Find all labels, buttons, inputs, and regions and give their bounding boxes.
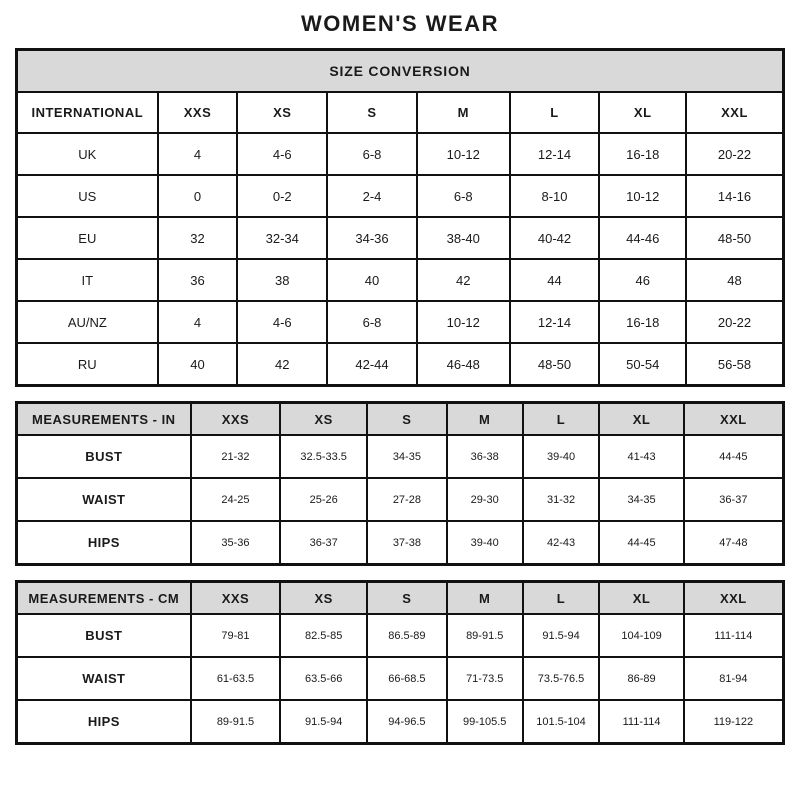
table-row-us bbox=[17, 175, 784, 217]
value-cell: 37-38 bbox=[367, 521, 447, 565]
value-cell: 91.5-94 bbox=[523, 614, 600, 657]
value-cell: 47-48 bbox=[684, 521, 784, 565]
size-conversion-table bbox=[15, 48, 785, 387]
value-cell: 89-91.5 bbox=[191, 700, 281, 744]
row-label-cell: US bbox=[17, 175, 158, 217]
value-cell: 36-37 bbox=[280, 521, 367, 565]
table-row-hips-cm bbox=[17, 700, 784, 744]
value-cell: 32-34 bbox=[237, 217, 327, 259]
column-header-cell: S bbox=[367, 582, 447, 615]
table-row-waist-cm bbox=[17, 657, 784, 700]
table-title-row bbox=[17, 50, 784, 93]
value-cell: 32.5-33.5 bbox=[280, 435, 367, 478]
value-cell: 48-50 bbox=[686, 217, 783, 259]
row-label-cell: HIPS bbox=[17, 521, 191, 565]
column-header-cell: M bbox=[447, 403, 523, 436]
value-cell: 35-36 bbox=[191, 521, 281, 565]
value-cell: 6-8 bbox=[417, 175, 510, 217]
value-cell: 111-114 bbox=[684, 614, 784, 657]
value-cell: 24-25 bbox=[191, 478, 281, 521]
table-title-cell: MEASUREMENTS - CM bbox=[17, 582, 191, 615]
value-cell: 16-18 bbox=[599, 301, 686, 343]
value-cell: 34-36 bbox=[327, 217, 417, 259]
column-header-cell: XXS bbox=[158, 92, 238, 133]
value-cell: 14-16 bbox=[686, 175, 783, 217]
value-cell: 56-58 bbox=[686, 343, 783, 386]
value-cell: 44-45 bbox=[684, 435, 784, 478]
value-cell: 42 bbox=[237, 343, 327, 386]
column-header-cell: S bbox=[327, 92, 417, 133]
value-cell: 29-30 bbox=[447, 478, 523, 521]
value-cell: 86-89 bbox=[599, 657, 683, 700]
table-row-bust-cm bbox=[17, 614, 784, 657]
value-cell: 38 bbox=[237, 259, 327, 301]
column-header-cell: XS bbox=[280, 582, 367, 615]
value-cell: 10-12 bbox=[599, 175, 686, 217]
row-label-cell: IT bbox=[17, 259, 158, 301]
value-cell: 111-114 bbox=[599, 700, 683, 744]
column-header-cell: L bbox=[523, 403, 600, 436]
value-cell: 10-12 bbox=[417, 133, 510, 175]
table-title-cell: MEASUREMENTS - IN bbox=[17, 403, 191, 436]
table-row-waist-in bbox=[17, 478, 784, 521]
value-cell: 38-40 bbox=[417, 217, 510, 259]
value-cell: 21-32 bbox=[191, 435, 281, 478]
value-cell: 94-96.5 bbox=[367, 700, 447, 744]
value-cell: 4-6 bbox=[237, 133, 327, 175]
value-cell: 86.5-89 bbox=[367, 614, 447, 657]
value-cell: 36-38 bbox=[447, 435, 523, 478]
value-cell: 4-6 bbox=[237, 301, 327, 343]
table-row-ru bbox=[17, 343, 784, 386]
value-cell: 44 bbox=[510, 259, 600, 301]
value-cell: 6-8 bbox=[327, 301, 417, 343]
value-cell: 66-68.5 bbox=[367, 657, 447, 700]
table-row-uk bbox=[17, 133, 784, 175]
value-cell: 42-44 bbox=[327, 343, 417, 386]
measurements-cm-table bbox=[15, 580, 785, 745]
value-cell: 42-43 bbox=[523, 521, 600, 565]
column-header-cell: M bbox=[417, 92, 510, 133]
column-header-row bbox=[17, 92, 784, 133]
value-cell: 8-10 bbox=[510, 175, 600, 217]
value-cell: 4 bbox=[158, 301, 238, 343]
value-cell: 82.5-85 bbox=[280, 614, 367, 657]
value-cell: 12-14 bbox=[510, 133, 600, 175]
column-header-row bbox=[17, 582, 784, 615]
page-title: WOMEN'S WEAR bbox=[301, 11, 499, 36]
value-cell: 31-32 bbox=[523, 478, 600, 521]
row-label-cell: HIPS bbox=[17, 700, 191, 744]
value-cell: 89-91.5 bbox=[447, 614, 523, 657]
column-header-cell: S bbox=[367, 403, 447, 436]
value-cell: 42 bbox=[417, 259, 510, 301]
row-label-cell: BUST bbox=[17, 435, 191, 478]
row-label-cell: BUST bbox=[17, 614, 191, 657]
column-header-cell: L bbox=[510, 92, 600, 133]
value-cell: 34-35 bbox=[367, 435, 447, 478]
value-cell: 20-22 bbox=[686, 133, 783, 175]
value-cell: 4 bbox=[158, 133, 238, 175]
value-cell: 46-48 bbox=[417, 343, 510, 386]
value-cell: 16-18 bbox=[599, 133, 686, 175]
value-cell: 27-28 bbox=[367, 478, 447, 521]
column-header-cell: L bbox=[523, 582, 600, 615]
value-cell: 99-105.5 bbox=[447, 700, 523, 744]
value-cell: 91.5-94 bbox=[280, 700, 367, 744]
table-row-aunz bbox=[17, 301, 784, 343]
column-header-cell: XS bbox=[237, 92, 327, 133]
value-cell: 25-26 bbox=[280, 478, 367, 521]
value-cell: 36-37 bbox=[684, 478, 784, 521]
value-cell: 34-35 bbox=[599, 478, 683, 521]
value-cell: 46 bbox=[599, 259, 686, 301]
column-header-cell: XL bbox=[599, 403, 683, 436]
column-header-cell: XXS bbox=[191, 403, 281, 436]
value-cell: 36 bbox=[158, 259, 238, 301]
row-label-cell: WAIST bbox=[17, 657, 191, 700]
measurements-in-table bbox=[15, 401, 785, 566]
value-cell: 81-94 bbox=[684, 657, 784, 700]
row-label-cell: EU bbox=[17, 217, 158, 259]
row-label-cell: WAIST bbox=[17, 478, 191, 521]
value-cell: 6-8 bbox=[327, 133, 417, 175]
value-cell: 50-54 bbox=[599, 343, 686, 386]
value-cell: 48 bbox=[686, 259, 783, 301]
value-cell: 12-14 bbox=[510, 301, 600, 343]
value-cell: 0 bbox=[158, 175, 238, 217]
value-cell: 101.5-104 bbox=[523, 700, 600, 744]
column-header-cell: XL bbox=[599, 92, 686, 133]
column-header-cell: XXL bbox=[684, 582, 784, 615]
value-cell: 44-46 bbox=[599, 217, 686, 259]
column-header-cell: XXL bbox=[684, 403, 784, 436]
row-label-cell: AU/NZ bbox=[17, 301, 158, 343]
table-row-eu bbox=[17, 217, 784, 259]
value-cell: 40 bbox=[327, 259, 417, 301]
table-row-it bbox=[17, 259, 784, 301]
table-row-bust-in bbox=[17, 435, 784, 478]
table-title-cell: SIZE CONVERSION bbox=[17, 50, 784, 93]
value-cell: 73.5-76.5 bbox=[523, 657, 600, 700]
value-cell: 119-122 bbox=[684, 700, 784, 744]
value-cell: 71-73.5 bbox=[447, 657, 523, 700]
value-cell: 20-22 bbox=[686, 301, 783, 343]
value-cell: 0-2 bbox=[237, 175, 327, 217]
value-cell: 39-40 bbox=[447, 521, 523, 565]
column-header-cell: XXL bbox=[686, 92, 783, 133]
value-cell: 40-42 bbox=[510, 217, 600, 259]
row-label-cell: UK bbox=[17, 133, 158, 175]
column-header-row bbox=[17, 403, 784, 436]
value-cell: 48-50 bbox=[510, 343, 600, 386]
value-cell: 40 bbox=[158, 343, 238, 386]
value-cell: 39-40 bbox=[523, 435, 600, 478]
column-header-cell: XXS bbox=[191, 582, 281, 615]
value-cell: 41-43 bbox=[599, 435, 683, 478]
column-header-cell: M bbox=[447, 582, 523, 615]
value-cell: 2-4 bbox=[327, 175, 417, 217]
column-header-cell: XL bbox=[599, 582, 683, 615]
column-header-cell: INTERNATIONAL bbox=[17, 92, 158, 133]
value-cell: 10-12 bbox=[417, 301, 510, 343]
value-cell: 104-109 bbox=[599, 614, 683, 657]
row-label-cell: RU bbox=[17, 343, 158, 386]
value-cell: 63.5-66 bbox=[280, 657, 367, 700]
value-cell: 61-63.5 bbox=[191, 657, 281, 700]
value-cell: 79-81 bbox=[191, 614, 281, 657]
table-row-hips-in bbox=[17, 521, 784, 565]
value-cell: 32 bbox=[158, 217, 238, 259]
column-header-cell: XS bbox=[280, 403, 367, 436]
value-cell: 44-45 bbox=[599, 521, 683, 565]
